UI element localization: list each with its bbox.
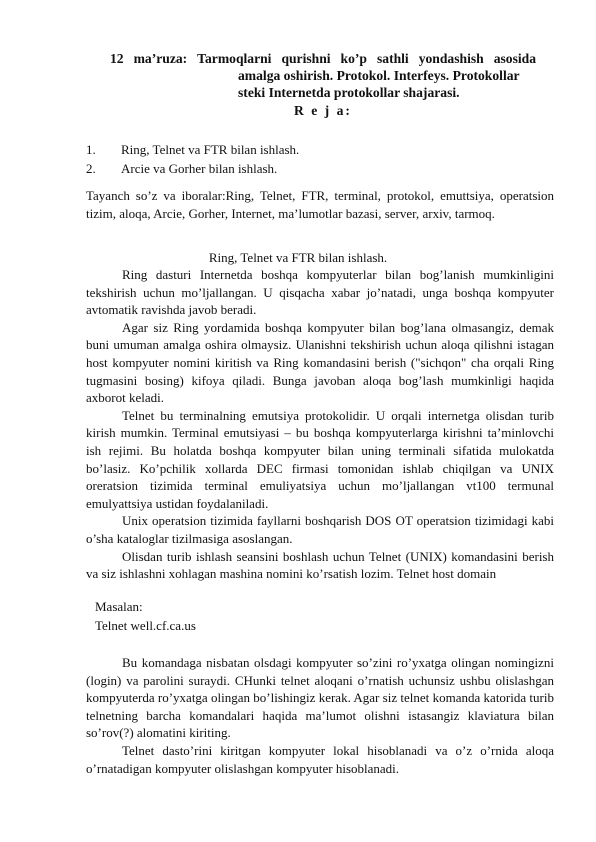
paragraph: Unix operatsion tizimida fayllarni boshqarish DOS OT operatsion tizimidagi kabi o’sha kataloglar tizilmasiga asoslangan. bbox=[86, 513, 554, 546]
plan-heading: R e j a: bbox=[294, 103, 352, 118]
title-word: yondashish bbox=[418, 51, 484, 66]
example-block bbox=[95, 597, 196, 635]
body-text-2 bbox=[86, 654, 554, 777]
plan-item bbox=[86, 140, 299, 159]
keywords-text: Tayanch so’z va iboralar:Ring, Telnet, FTR, terminal, protokol, emuttsiya, operatsion tizim, aloqa, Arcie, Gorher, Internet, ma’lumotlar bazasi, server, arxiv, tarmoq. bbox=[86, 188, 554, 221]
body-text-1 bbox=[86, 266, 554, 583]
title-word: Tarmoqlarni bbox=[197, 51, 272, 66]
paragraph: Telnet bu terminalning emutsiya protokolidir. U orqali internetga olisdan turib kirish mumkin. Terminal emutsiyasi – bu boshqa kompyuterlarga kirishni ta’minlovchi ish rejimi. Bu holatda boshqa kompyuter bilan uning terminali sifatida mulokatda bo’lasiz. Ko’pchilik xollarda DEC firmasi tomonidan ishlab chiqilgan va UNIX oreratsion tizimida terminal emuliyatsiya uchun mo’ljallangan vt100 termunal emulyattsiya ustidan foydalaniladi. bbox=[86, 407, 554, 511]
paragraph: Ring dasturi Internetda boshqa kompyuterlar bilan bog’lanish mumkinligini tekshirish uchun mo’ljallangan. U qisqacha xabar jo’natadi, unga boshqa kompyuter avtomatik ravishda javob beradi. bbox=[86, 267, 554, 318]
plan-item-text: Ring, Telnet va FTR bilan ishlash. bbox=[121, 142, 300, 157]
plan-item-number: 1. bbox=[86, 142, 96, 157]
plan-item-number: 2. bbox=[86, 161, 96, 176]
plan-item bbox=[86, 159, 299, 178]
example-command: Telnet well.cf.ca.us bbox=[95, 618, 196, 633]
example-label: Masalan: bbox=[95, 599, 143, 614]
plan-list bbox=[86, 140, 299, 178]
paragraph: Bu komandaga nisbatan olsdagi kompyuter so’zini ro’yxatga olingan nomingizni (login) va parolini suraydi. CHunki telnet aloqani o’rnatish uchunsiz ushbu olislashgan kompyuterda ro’yxatga olingan bo’lishingiz kerak. Agar siz telnet komanda katorida turib telnetning barcha komandalari haqida ma’lumot olishni istasangiz klaviatura bilan so’rov(?) alomatini kiriting. bbox=[86, 655, 554, 741]
keywords-paragraph bbox=[86, 187, 554, 222]
title-word: ko’p bbox=[340, 51, 367, 66]
title-word: asosida bbox=[493, 51, 536, 66]
title-word: 12 bbox=[110, 51, 124, 66]
title-line-2: amalga oshirish. Protokol. Interfeys. Protokollar bbox=[238, 68, 520, 83]
title-line-1 bbox=[110, 50, 536, 67]
title-word: ma’ruza: bbox=[133, 51, 188, 66]
paragraph: Telnet dasto’rini kiritgan kompyuter lokal hisoblanadi va o’z o’rnida aloqa o’rnatadigan kompyuter olislashgan kompyuter hisoblanadi. bbox=[86, 742, 554, 776]
plan-item-text: Arcie va Gorher bilan ishlash. bbox=[121, 161, 278, 176]
paragraph: Agar siz Ring yordamida boshqa kompyuter bilan bog’lana olmasangiz, demak buni umuman amalga oshira olmaysiz. Ulanishni tekshirish uchun aloqa qilishni istagan host kompyuter nomini kiritish va Ring komandasini berish ("sichqon" cha orqali Ring tugmasini bosing) kifoya qiladi. Bunga javoban aloqa bog’lash mumkinligi haqida axborot keladi. bbox=[86, 319, 554, 406]
paragraph: Olisdan turib ishlash seansini boshlash uchun Telnet (UNIX) komandasini berish va siz ishlashni xohlagan mashina nomini ko’rsatish lozim. Telnet host domain bbox=[86, 548, 554, 582]
title-word: sathli bbox=[376, 51, 409, 66]
title-line-3: steki Internetda protokollar shajarasi. bbox=[238, 85, 460, 100]
title-word: qurishni bbox=[281, 51, 331, 66]
section-heading: Ring, Telnet va FTR bilan ishlash. bbox=[208, 250, 388, 265]
lecture-title bbox=[110, 50, 536, 101]
